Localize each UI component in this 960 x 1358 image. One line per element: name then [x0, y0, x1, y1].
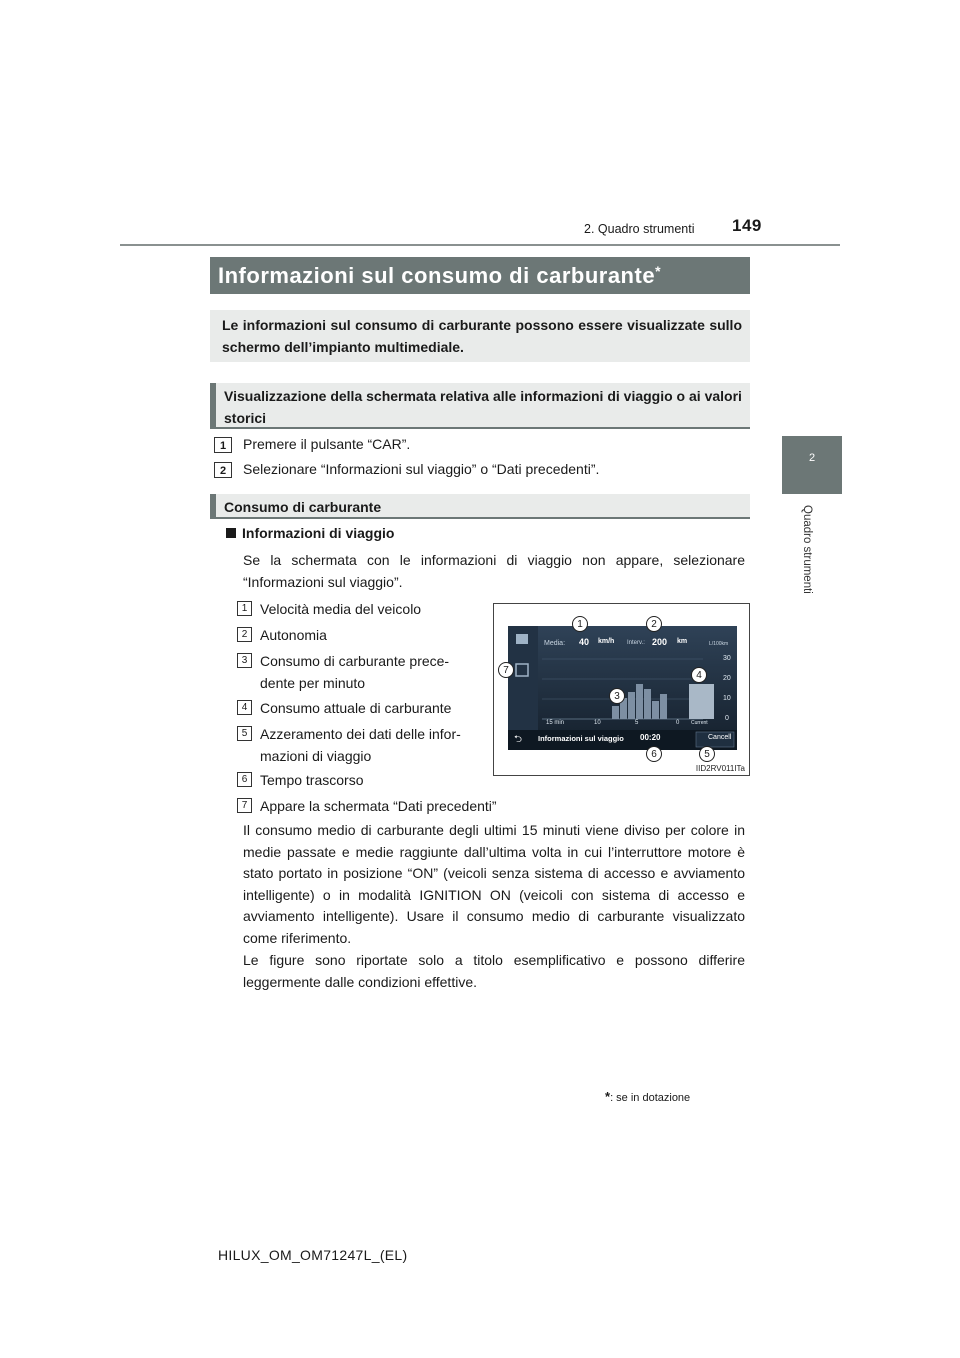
x-tick: 0	[676, 720, 680, 726]
item-text-5	[260, 723, 461, 767]
item-line: Appare la schermata “Dati precedenti”	[260, 798, 497, 814]
item-number-3: 3	[237, 653, 252, 668]
y-tick: 10	[723, 695, 731, 702]
y-tick: 20	[723, 675, 731, 682]
item-line: Consumo attuale di carburante	[260, 700, 452, 716]
callout-2: 2	[646, 616, 662, 632]
item-text-6	[260, 769, 363, 791]
item-line: mazioni di viaggio	[260, 748, 372, 764]
item-number-6: 6	[237, 772, 252, 787]
avg-speed-value: 40	[579, 637, 590, 647]
footnote-text: : se in dotazione	[610, 1092, 691, 1104]
intro-box: Le informazioni sul consumo di carburante possono essere visualizzate sullo schermo dell’impianto multimediale.	[210, 310, 750, 362]
step-number-1: 1	[214, 437, 232, 453]
elapsed-time: 00:20	[640, 733, 661, 742]
page-number: 149	[732, 216, 762, 235]
item-line: Autonomia	[260, 627, 327, 643]
range-value: 200	[652, 637, 668, 647]
step-text-2: Selezionare “Informazioni sul viaggio” o “Dati precedenti”.	[243, 461, 600, 477]
callout-1: 1	[572, 616, 588, 632]
back-arrow-icon: ⮌	[514, 734, 523, 745]
y-tick: 0	[725, 715, 729, 722]
x-tick: 10	[594, 720, 601, 726]
range-label: Interv.:	[627, 640, 645, 646]
callout-6: 6	[646, 746, 662, 762]
item-number-7: 7	[237, 798, 252, 813]
paragraph-trip-info: Se la schermata con le informazioni di viaggio non appare, selezionare “Informazioni sul viaggio”.	[243, 552, 745, 590]
trip-info-figure	[493, 603, 750, 776]
section-title	[210, 257, 750, 294]
y-tick: 30	[723, 655, 731, 662]
header-rule	[120, 244, 840, 246]
document-code: HILUX_OM_OM71247L_(EL)	[218, 1247, 408, 1263]
side-tab-label: Quadro strumenti	[801, 505, 813, 594]
callout-5: 5	[699, 746, 715, 762]
asterisk-mark: *	[655, 263, 662, 279]
step-text-1: Premere il pulsante “CAR”.	[243, 436, 411, 452]
figure-code: IID2RV011ITa	[695, 764, 745, 773]
callout-4: 4	[691, 667, 707, 683]
checkered-flag-icon	[516, 634, 528, 644]
item-number-2: 2	[237, 627, 252, 642]
step-number-2: 2	[214, 462, 232, 478]
square-bullet-icon	[226, 528, 236, 538]
multimedia-screen	[508, 626, 737, 750]
item-line: Azzeramento dei dati delle infor-	[260, 726, 461, 742]
item-line: Velocità media del veicolo	[260, 601, 422, 617]
item-line: dente per minuto	[260, 675, 366, 691]
callout-3: 3	[609, 688, 625, 704]
screen-footer-title: Informazioni sul viaggio	[538, 734, 624, 743]
item-line: Consumo di carburante prece-	[260, 653, 450, 669]
y-unit-label: L/100km	[709, 641, 729, 647]
callout-7: 7	[498, 662, 514, 678]
avg-speed-label: Media:	[544, 640, 566, 647]
section-title-text: Informazioni sul consumo di carburante	[218, 263, 656, 288]
item-text-4	[260, 697, 451, 719]
subheading-text: Informazioni di viaggio	[242, 525, 395, 541]
section-heading-fuel: Consumo di carburante	[210, 494, 750, 519]
side-tab-number: 2	[782, 436, 842, 494]
paragraph-disclaimer: Le figure sono riportate solo a titolo esemplificativo e possono differire leggermente dalle condizioni effettive.	[243, 952, 745, 990]
paragraph-average-consumption: Il consumo medio di carburante degli ultimi 15 minuti viene diviso per colore in medie passate e medie raggiunte dall’ultima volta in cui l’interruttore motore è stato portato in posizione “ON” (veicoli senza sistema di accesso e avviamento intelligente) o in modalità IGNITION ON (veicoli con sistema di accesso e avviamento intelligente). Usare il consumo medio di carburante visualizzato come riferimento.	[243, 822, 745, 946]
cancel-button-label: Cancell	[708, 734, 732, 741]
item-line: Tempo trascorso	[260, 772, 364, 788]
item-text-2	[260, 624, 327, 646]
subheading-trip-info	[226, 525, 394, 541]
range-unit: km	[677, 638, 688, 645]
asterisk-mark: *	[605, 1089, 611, 1104]
x-tick: 5	[635, 720, 639, 726]
item-number-4: 4	[237, 700, 252, 715]
chapter-title: 2. Quadro strumenti	[584, 222, 695, 236]
item-number-5: 5	[237, 726, 252, 741]
x-tick: 15 min	[546, 720, 565, 726]
screen-graphic	[508, 626, 737, 750]
footnote	[605, 1089, 690, 1104]
item-text-1	[260, 598, 421, 620]
item-text-7	[260, 795, 497, 817]
current-consumption-bar	[689, 684, 714, 719]
item-text-3	[260, 650, 449, 694]
section-heading-display: Visualizzazione della schermata relativa alle informazioni di viaggio o ai valori storici	[210, 383, 750, 429]
x-tick: Current	[691, 720, 708, 726]
avg-speed-unit: km/h	[598, 638, 615, 645]
item-number-1: 1	[237, 601, 252, 616]
